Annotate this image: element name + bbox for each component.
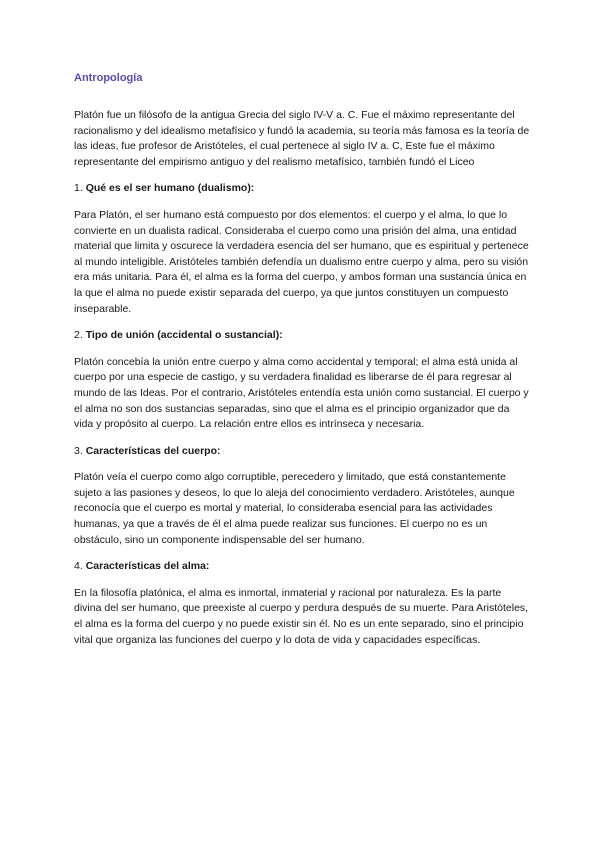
- section-heading-2: [74, 328, 530, 344]
- document-body: [74, 108, 530, 648]
- section-heading-text: Qué es el ser humano (dualismo):: [85, 182, 255, 195]
- section-number: 2.: [74, 329, 83, 342]
- section-paragraph-2: Platón concebía la unión entre cuerpo y alma como accidental y temporal; el alma está unida al cuerpo por una especie de castigo, y su verdadera finalidad es liberarse de él para regresar al mundo de las Ideas. Por el contrario, Aristóteles entendía esta unión como sustancial. El cuerpo y el alma no son dos sustancias separadas, sino que el alma es el principio organizador que da vida y propósito al cuerpo. La relación entre ellos es intrínseca y necesaria.: [74, 355, 529, 431]
- section-number: 3.: [74, 444, 83, 457]
- intro-paragraph: Platón fue un filósofo de la antigua Grecia del siglo IV-V a. C. Fue el máximo representante del racionalismo y del idealismo metafísico y fundó la academia, su teoría más famosa es la teoría de las ideas, fue profesor de Aristóteles, el cual pertenece al siglo IV a. C, Este fue el máximo representante del empirismo antiguo y del realismo metafísico, también fundó el Liceo: [74, 109, 530, 168]
- section-number: 1.: [74, 182, 83, 195]
- section-heading-3: [74, 444, 530, 460]
- section-paragraph-1: Para Platón, el ser humano está compuesto por dos elementos: el cuerpo y el alma, lo que lo convierte en un dualista radical. Consideraba el cuerpo como una prisión del alma, una entidad material que limita y oscurece la verdadera esencia del ser humano, que es espiritual y pertenece al mundo inteligible. Aristóteles también defendía un dualismo entre cuerpo y alma, pero su visión era más unitaria. Para él, el alma es la forma del cuerpo, y ambos forman una sustancia única en la que el alma no puede existir separada del cuerpo, ya que juntos constituyen un compuesto inseparable.: [74, 208, 529, 315]
- section-paragraph-3: Platón veía el cuerpo como algo corruptible, perecedero y limitado, que está constantemente sujeto a las pasiones y deseos, lo que lo aleja del conocimiento verdadero. Aristóteles, aunque reconocía que el cuerpo es mortal y material, lo consideraba esencial para las actividades humanas, ya que a través de él el alma puede realizar sus funciones. El cuerpo no es un obstáculo, sino un componente indispensable del ser humano.: [74, 471, 515, 546]
- section-heading-text: Características del alma:: [85, 560, 210, 573]
- section-paragraph-4: En la filosofía platónica, el alma es inmortal, inmaterial y racional por naturaleza. Es la parte divina del ser humano, que preexiste al cuerpo y perdura después de su muerte. Para Aristóteles, el alma es la forma del cuerpo y no puede existir sin él. No es un ente separado, sino el principio vital que organiza las funciones del cuerpo y lo dota de vida y capacidades específicas.: [74, 586, 529, 646]
- section-heading-text: Características del cuerpo:: [85, 444, 221, 457]
- section-heading-text: Tipo de unión (accidental o sustancial):: [85, 329, 283, 342]
- section-heading-4: [74, 559, 530, 575]
- section-heading-1: [74, 181, 530, 197]
- document-title: Antropología: [74, 72, 143, 84]
- section-number: 4.: [74, 560, 83, 573]
